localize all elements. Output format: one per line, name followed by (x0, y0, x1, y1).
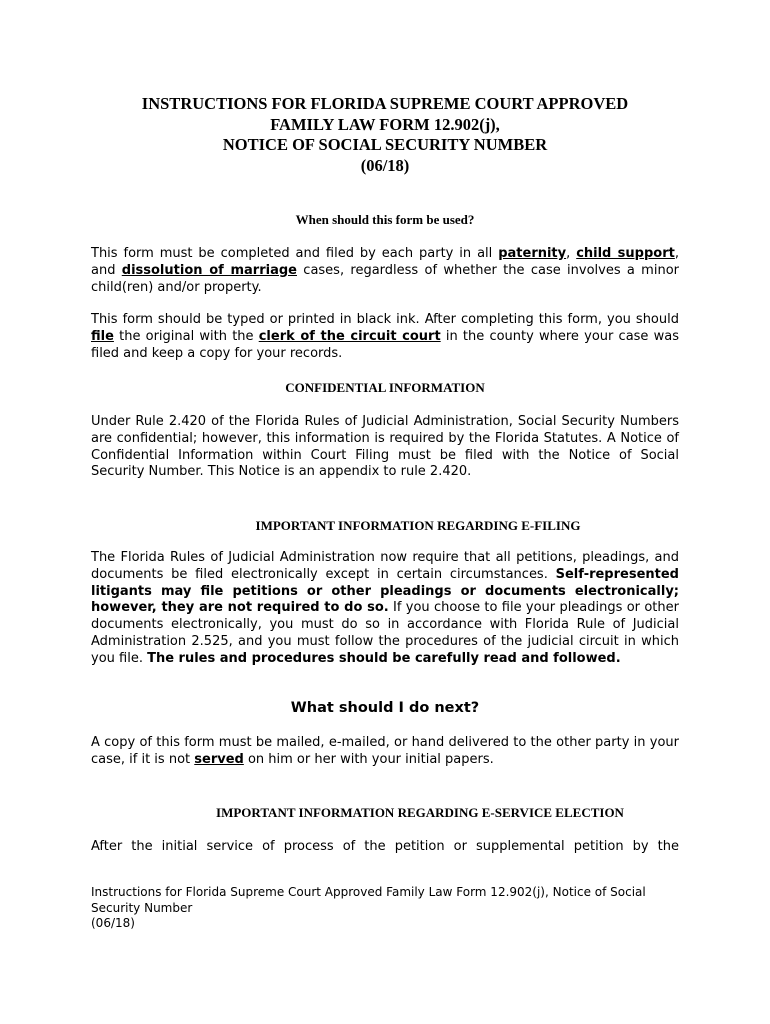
served-link[interactable]: served (194, 751, 244, 767)
paternity-link[interactable]: paternity (498, 246, 567, 261)
file-link[interactable]: file (91, 328, 114, 344)
dissolution-link[interactable]: dissolution of marriage (121, 262, 297, 278)
title-line: INSTRUCTIONS FOR FLORIDA SUPREME COURT APPROVED (141, 94, 629, 113)
when-heading: When should this form be used? (295, 212, 475, 227)
title-line: (06/18) (360, 155, 410, 175)
when-paragraph-1: This form must be completed and filed by each party in all paternity, child support, and dissolution of marriage cases, regardless of whether the case involves a minor child(ren) and/or property. (91, 246, 679, 295)
eservice-paragraph: After the initial service of process of the petition or supplemental petition by the (91, 839, 679, 854)
title-line: FAMILY LAW FORM 12.902(j), (270, 114, 500, 134)
efiling-paragraph: The Florida Rules of Judicial Administration now require that all petitions, pleadings, and documents be filed electronically except in certain circumstances. Self-represented litigants may file petitions or other pleadings or documents electronically; however, they are not required to do so. If you choose to file your pleadings or other documents electronically, you must do so in accordance with Florida Rule of Judicial Administration 2.525, and you must follow the procedures of the judicial circuit in which you file. The rules and procedures should be carefully read and followed. (91, 550, 679, 666)
confidential-paragraph: Under Rule 2.420 of the Florida Rules of Judicial Administration, Social Security Numbers are confidential; however, this information is required by the Florida Statutes. A Notice of Confidential Information within Court Filing must be filed with the Notice of Social Security Number. This Notice is an appendix to rule 2.420. (91, 414, 679, 480)
next-heading: What should I do next? (290, 700, 480, 716)
footer-line: (06/18) (91, 916, 135, 930)
title-line: NOTICE OF SOCIAL SECURITY NUMBER (222, 135, 548, 155)
footer-line: Instructions for Florida Supreme Court Approved Family Law Form 12.902(j), Notice of Social Security Number (91, 885, 646, 915)
next-paragraph: A copy of this form must be mailed, e-mailed, or hand delivered to the other party in your case, if it is not served on him or her with your initial papers. (91, 735, 679, 767)
document-title (60, 94, 710, 176)
page-footer (91, 885, 691, 932)
confidential-heading: CONFIDENTIAL INFORMATION (285, 380, 485, 395)
when-paragraph-2: This form should be typed or printed in black ink. After completing this form, you should file the original with the clerk of the circuit court in the county where your case was filed and keep a copy for your records. (91, 312, 679, 361)
eservice-heading: IMPORTANT INFORMATION REGARDING E-SERVICE ELECTION (216, 805, 624, 820)
child-support-link[interactable]: child support (576, 246, 675, 261)
efiling-heading: IMPORTANT INFORMATION REGARDING E-FILING (255, 518, 581, 533)
clerk-link[interactable]: clerk of the circuit court (258, 328, 441, 344)
